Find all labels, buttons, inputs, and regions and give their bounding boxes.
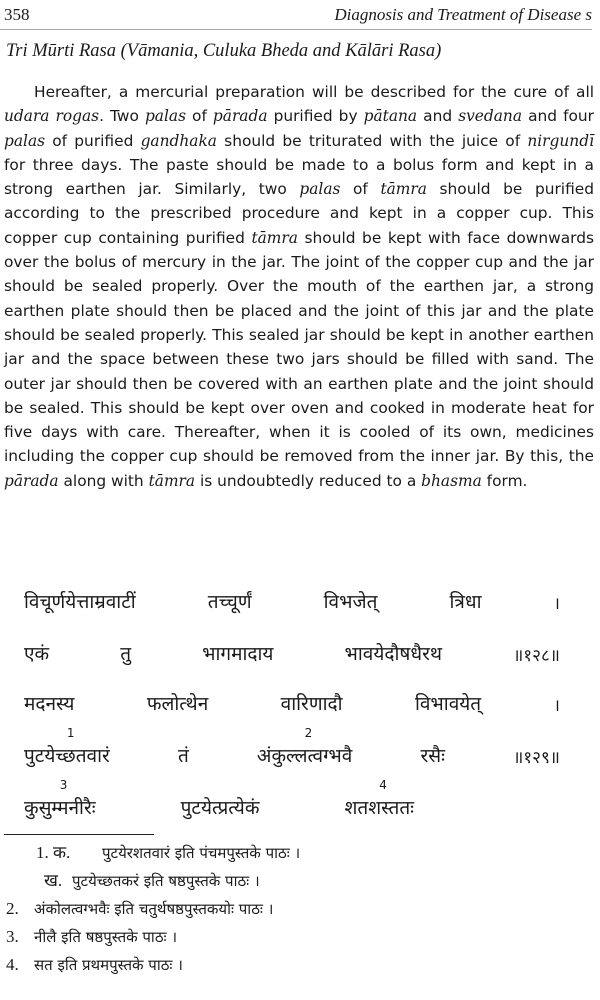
footnote-number: ख. <box>44 871 63 890</box>
italic-term: tāmra <box>380 180 427 199</box>
verse-word <box>147 690 208 716</box>
verse-word-text: ॥१२८॥ <box>513 646 560 666</box>
italic-term: palas <box>299 180 341 199</box>
verse-word-text: विभजेत् <box>323 591 378 613</box>
text-run: for three days. The paste should be made to a bolus form and kept in a strong earthen jar. Similarly, two <box>4 155 594 199</box>
footnote-text: अंकोलत्वग्भवैः इति चतुर्थषष्ठपुस्तकयोः पाठः । <box>34 900 274 918</box>
verse-word <box>554 693 560 716</box>
verse-word-text: फलोत्थेन <box>146 693 209 715</box>
italic-term: tāmra <box>148 471 196 490</box>
text-run: Hereafter, a mercurial preparation will be described for the cure of all <box>34 83 594 101</box>
text-run: and four <box>522 107 594 126</box>
text-run: along with <box>58 471 149 490</box>
verse-word-text: वारिणादौ <box>280 693 343 715</box>
running-head <box>4 4 592 26</box>
italic-term: bhasma <box>421 471 482 490</box>
verse-word <box>181 794 260 820</box>
verse-word <box>513 745 560 768</box>
text-run: of <box>185 107 213 126</box>
running-title: Diagnosis and Treatment of Disease s <box>334 5 592 24</box>
verse-word <box>24 588 136 614</box>
verse-word-text: तं <box>177 745 189 767</box>
verse-word-text: शतशस्ततः <box>344 797 414 819</box>
verse-word <box>345 640 442 666</box>
footnote <box>6 869 566 893</box>
footnote-text: पुटयेरशतवारं इति पंचमपुस्तके पाठः । <box>102 844 301 862</box>
footnote-marker: 3 <box>59 778 68 792</box>
verse-word <box>178 742 189 768</box>
italic-term: palas <box>4 131 46 150</box>
verse-word-text: विभावयेत् <box>414 693 482 715</box>
verse-word-text: विचूर्णयेत्ताम्रवाटीं <box>24 591 136 613</box>
verse-word <box>344 778 414 820</box>
verse-word <box>513 643 560 666</box>
italic-term: nirgundī <box>527 131 594 150</box>
footnote <box>6 897 566 921</box>
text-run: should be triturated with the juice of <box>216 131 528 150</box>
text-run: of purified <box>45 131 141 150</box>
verse-word <box>202 640 273 666</box>
footnote-marker: 4 <box>379 778 387 792</box>
footnote <box>6 841 566 865</box>
text-run: purified by <box>267 107 364 126</box>
verse-word-text: भागमादाय <box>202 643 274 665</box>
footnote-number: 1. क. <box>36 843 71 862</box>
text-run: is undoubtedly reduced to a <box>195 471 422 490</box>
verse-line <box>24 690 560 716</box>
verse-word <box>24 640 49 666</box>
footnote-text: सत इति प्रथमपुस्तके पाठः । <box>34 956 183 974</box>
footnote-number: 4. <box>6 955 19 974</box>
italic-term: gandhaka <box>140 131 217 150</box>
verse-word <box>208 588 252 614</box>
verse-word-text: ॥१२९॥ <box>513 748 560 768</box>
text-run: of <box>340 180 381 199</box>
italic-term: palas <box>144 107 186 126</box>
footnote <box>6 925 566 949</box>
verse-word <box>449 588 481 614</box>
footnote-marker: 1 <box>66 726 75 740</box>
verse-word-text: एकं <box>24 643 50 665</box>
verse-word <box>24 690 74 716</box>
italic-term: tāmra <box>251 228 298 247</box>
italic-term: svedana <box>458 107 523 126</box>
verse-word-text: तच्चूर्णं <box>207 591 252 613</box>
page-number: 358 <box>4 5 30 24</box>
verse-line <box>24 640 560 666</box>
text-run: . Two <box>99 107 145 126</box>
verse-word <box>420 742 444 768</box>
text-run: should be purified according to the prescribed procedure and kept in a copper cup. This copper cup containing purified <box>4 180 595 247</box>
verse-word-text: पुटयेत्प्रत्येकं <box>180 797 260 819</box>
verse-word <box>415 690 481 716</box>
footnote-marker: 2 <box>304 726 313 740</box>
body-paragraph <box>4 80 594 493</box>
verse-line <box>24 726 560 768</box>
verse-word-text: मदनस्य <box>24 693 75 715</box>
footnote-text: नीलै इति षष्ठपुस्तके पाठः । <box>34 928 178 946</box>
verse-word-text: तु <box>120 643 132 665</box>
verse-word <box>256 726 353 768</box>
italic-term: pārada <box>4 471 59 490</box>
verse-line <box>24 778 414 820</box>
verse-word-text: पुटयेच्छतवारं <box>24 745 110 767</box>
text-run: and <box>417 107 459 126</box>
verse-word <box>24 778 96 820</box>
italic-term: pārada <box>212 107 268 126</box>
footnote-rule <box>4 834 154 835</box>
verse-word-text: । <box>553 696 560 716</box>
verse-line <box>24 588 560 614</box>
footnote-number: 3. <box>6 927 19 946</box>
text-run: form. <box>481 471 528 490</box>
verse-word-text: भावयेदौषधैरथ <box>344 643 442 665</box>
section-heading: Tri Mūrti Rasa (Vāmania, Culuka Bheda and Kālāri Rasa) <box>6 41 442 61</box>
verse-word <box>281 690 343 716</box>
footnote-text: पुटयेच्छतकरं इति षष्ठपुस्तके पाठः । <box>72 872 260 890</box>
verse-word-text: । <box>553 594 560 614</box>
verse-word <box>120 640 131 666</box>
verse-word <box>24 726 110 768</box>
text-run: should be kept with face downwards over the bolus of mercury in the jar. The joint of the copper cup and the jar should be sealed properly. Over the mouth of the earthen jar, a strong earthen plate should then be placed and the joint of this jar and the plate should be sealed properly. This sealed jar should be kept in another earthen jar and the space between these two jars should be filled with sand. The outer jar should then be covered with an earthen plate and the joint should be sealed. This should be kept over oven and cooked in moderate heat for five days with care. Thereafter, when it is cooled of its own, medicines including the copper cup should be removed from the inner jar. By this, the <box>4 228 594 466</box>
italic-term: pātana <box>363 107 418 126</box>
verse-word-text: रसैः <box>420 745 445 767</box>
verse-word <box>324 588 378 614</box>
italic-term: udara rogas <box>4 107 100 126</box>
verse-word <box>554 591 560 614</box>
verse-word-text: त्रिधा <box>449 591 482 613</box>
footnote <box>6 953 566 977</box>
verse-word-text: अंकुल्लत्वग्भवै <box>256 745 353 767</box>
verse-word-text: कुसुम्मनीरैः <box>24 797 96 819</box>
header-rule <box>0 29 592 30</box>
footnote-number: 2. <box>6 899 19 918</box>
